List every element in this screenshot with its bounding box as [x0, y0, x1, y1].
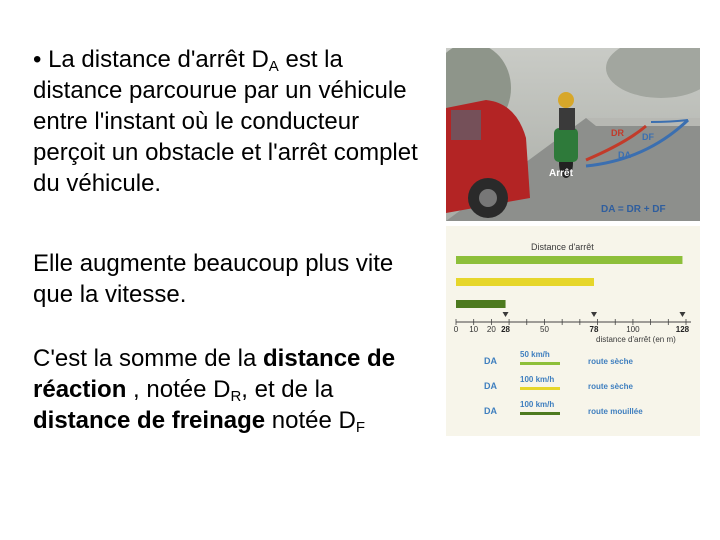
- marker-arrow-icon: [503, 312, 509, 317]
- car-hub: [479, 189, 497, 207]
- legend-series: DA: [484, 406, 497, 416]
- marker-arrow-icon: [591, 312, 597, 317]
- chart-svg: [446, 226, 700, 436]
- legend-road: route mouillée: [588, 407, 643, 416]
- subscript-f: F: [355, 419, 365, 436]
- marker-label: 28: [501, 325, 510, 334]
- legend-speed: 100 km/h: [520, 375, 555, 384]
- legend-series: DA: [484, 356, 497, 366]
- label-dr: DR: [611, 128, 624, 138]
- legend-swatch: [520, 387, 560, 390]
- chart-legend: [484, 350, 643, 416]
- chart-title: Distance d'arrêt: [531, 242, 594, 252]
- text-run: , et de la: [241, 376, 334, 403]
- x-tick-label: 0: [453, 325, 459, 334]
- legend-speed: 50 km/h: [520, 350, 550, 359]
- definition-paragraph: [33, 44, 428, 199]
- text-run: C'est la somme de la: [33, 345, 264, 372]
- helmet-icon: [558, 92, 574, 108]
- bar-28: [456, 300, 506, 308]
- bar-128: [456, 256, 682, 264]
- stopping-distance-chart: [446, 226, 700, 436]
- rider-body: [554, 128, 578, 162]
- legend-swatch: [520, 412, 560, 415]
- legend-speed: 100 km/h: [520, 400, 555, 409]
- text-run: notée D: [265, 407, 356, 434]
- legend-road: route sèche: [588, 382, 633, 391]
- chart-axis: [454, 312, 691, 334]
- bar-78: [456, 278, 594, 286]
- sum-paragraph: [33, 343, 433, 436]
- label-da: DA: [618, 150, 631, 160]
- x-tick-label: 10: [469, 325, 479, 334]
- chart-bars: [456, 256, 682, 308]
- x-tick-label: 20: [486, 325, 496, 334]
- rider-torso: [559, 108, 575, 130]
- text-run: • La distance d'arrêt D: [33, 46, 269, 73]
- marker-arrow-icon: [679, 312, 685, 317]
- legend-swatch: [520, 362, 560, 365]
- x-tick-label: 50: [540, 325, 549, 334]
- marker-label: 128: [675, 325, 690, 334]
- text-run: est la distance parcourue par un véhicule entre l'instant où le conducteur perçoit un obstacle et l'arrêt complet du véhicule.: [33, 46, 418, 197]
- subscript-r: R: [230, 388, 242, 405]
- legend-series: DA: [484, 381, 497, 391]
- road-photo: [446, 48, 700, 221]
- braking-distance-term: distance de freinage: [33, 407, 266, 434]
- legend-road: route sèche: [588, 357, 633, 366]
- label-arret: Arrêt: [549, 168, 573, 179]
- axis-label: distance d'arrêt (en m): [596, 335, 676, 344]
- x-tick-label: 100: [626, 325, 640, 334]
- formula-label: DA = DR + DF: [601, 204, 666, 215]
- car-window: [451, 110, 481, 140]
- subscript-a: A: [268, 58, 279, 75]
- text-run: , notée D: [126, 376, 231, 403]
- label-df: DF: [642, 132, 654, 142]
- growth-paragraph: Elle augmente beaucoup plus vite que la vitesse.: [33, 250, 394, 308]
- road-photo-drawing: [446, 48, 700, 221]
- reaction-distance-term: distance de réaction: [33, 345, 396, 403]
- marker-label: 78: [589, 325, 599, 334]
